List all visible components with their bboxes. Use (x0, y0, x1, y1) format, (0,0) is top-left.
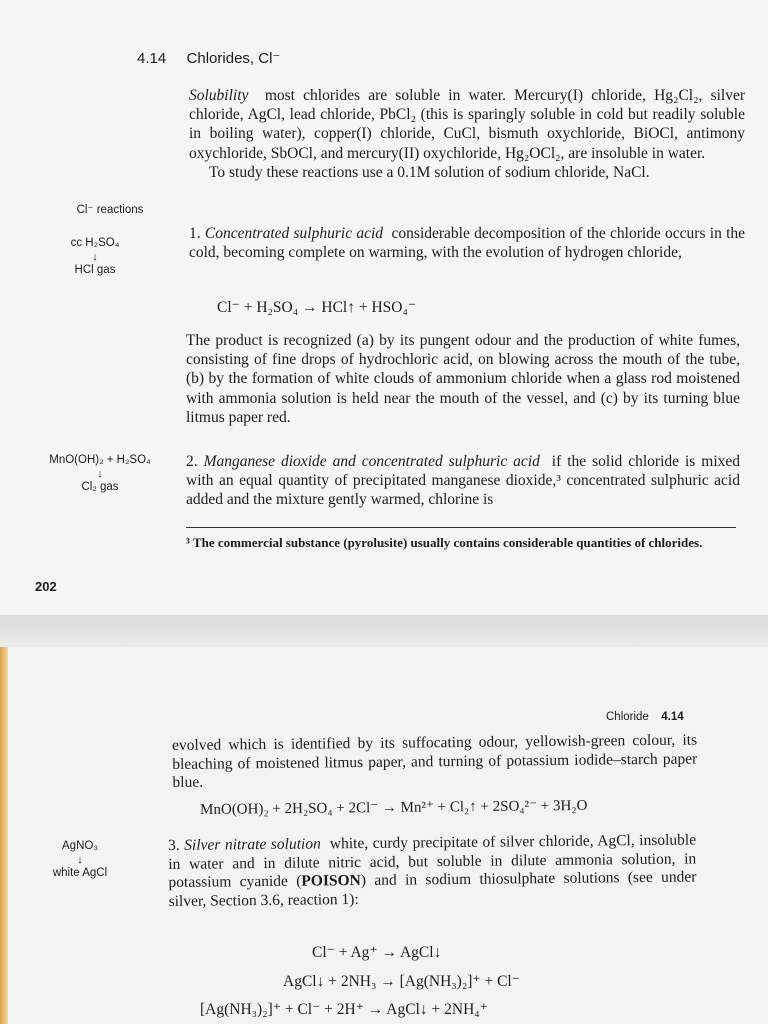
margin-note-reactions: Cl⁻ reactions (76, 204, 144, 216)
margin-h2so4-reagent: cc H₂SO₄ (70, 237, 120, 249)
margin-note-agno3 (25, 839, 135, 881)
reaction-1-paragraph (189, 224, 745, 262)
solubility-label: Solubility (189, 87, 249, 104)
equation-2: MnO(OH)₂ + 2H₂SO₄ + 2Cl⁻ → Mn²⁺ + Cl₂↑ + 2SO₄²⁻ + 3H₂O (200, 797, 588, 818)
reaction-1-text: considerable decomposition of the chloride occurs in the cold, becoming complete on warming, with the evolution of hydrogen chloride, (189, 225, 746, 262)
study-text: To study these reactions use a 0.1M solution of sodium chloride, NaCl. (209, 163, 650, 181)
margin-agno3-reagent: AgNO₃ (62, 840, 98, 852)
reaction-2-text: if the solid chloride is mixed with an equal quantity of precipitated manganese dioxide,³ concentrated sulphuric acid added and the mixture gently warmed, chlorine is (186, 453, 741, 509)
section-number: 4.14 (137, 50, 167, 67)
reaction-2-number: 2. (186, 453, 198, 470)
equation-3: Cl⁻ + Ag⁺ → AgCl↓ (312, 944, 442, 961)
down-arrow-icon: ↓ (77, 854, 83, 866)
running-number: 4.14 (661, 711, 684, 723)
footnote: ³ The commercial substance (pyrolusite) usually contains considerable quantities of chlorides. (186, 535, 703, 550)
margin-note-h2so4 (35, 236, 155, 278)
running-title: Chloride (606, 711, 649, 723)
reaction-3-label: Silver nitrate solution (184, 835, 321, 854)
margin-note-mno2 (40, 453, 160, 495)
equation-4: AgCl↓ + 2NH₃ → [Ag(NH₃)₂]⁺ + Cl⁻ (283, 973, 520, 990)
margin-mno2-product: Cl₂ gas (81, 481, 119, 493)
reaction-3-text-a: white, curdy precipitate of silver chloride, AgCl, insoluble in water and in dilute nitric acid, but soluble in dilute ammonia solution, in potassium cyanide ( (168, 831, 697, 891)
page-number: 202 (35, 579, 57, 594)
down-arrow-icon: ↓ (97, 468, 103, 480)
down-arrow-icon: ↓ (92, 251, 98, 263)
page-gap (0, 615, 768, 647)
running-head (606, 711, 684, 723)
right-page (0, 647, 768, 1024)
section-heading (137, 49, 280, 67)
equation-5: [Ag(NH₃)₂]⁺ + Cl⁻ + 2H⁺ → AgCl↓ + 2NH₄⁺ (200, 1001, 488, 1018)
product-paragraph: The product is recognized (a) by its pungent odour and the production of white fumes, consisting of fine drops of hydrochloric acid, on blowing across the mouth of the tube, (b) by the formation of white clouds of ammonium chloride when a glass rod moistened with ammonia solution is held near the mouth of the vessel, and (c) by its turning blue litmus paper red. (186, 332, 740, 426)
reaction-1-number: 1. (189, 225, 201, 242)
reaction-1-label: Concentrated sulphuric acid (204, 225, 384, 242)
margin-agno3-product: white AgCl (52, 867, 108, 879)
margin-mno2-reagent: MnO(OH)₂ + H₂SO₄ (49, 454, 151, 466)
book-spine-shadow (0, 647, 8, 1024)
solubility-paragraph (189, 86, 745, 182)
reaction-2-label: Manganese dioxide and concentrated sulphuric acid (203, 453, 540, 470)
poison-label: POISON (301, 871, 361, 890)
footnote-divider (186, 527, 736, 528)
section-title: Chlorides, Cl⁻ (186, 50, 281, 67)
margin-h2so4-product: HCl gas (74, 264, 116, 276)
reaction-2-paragraph (186, 452, 740, 510)
reaction-3-number: 3. (168, 836, 180, 854)
continued-paragraph: evolved which is identified by its suffocating odour, yellowish-green colour, its bleaching of moistened litmus paper, and turning of potassium iodide–starch paper blue. (172, 731, 698, 791)
equation-1: Cl⁻ + H₂SO₄ → HCl↑ + HSO₄⁻ (217, 299, 417, 316)
reaction-3-paragraph (168, 831, 697, 911)
solubility-text: most chlorides are soluble in water. Mercury(I) chloride, Hg₂Cl₂, silver chloride, AgCl, lead chloride, PbCl₂ (this is sparingly soluble in cold but readily soluble in boiling water), copper(I) chloride, CuCl, bismuth oxychloride, BiOCl, antimony oxychloride, SbOCl, and mercury(II) oxychloride, Hg₂OCl₂, are insoluble in water. (189, 87, 745, 162)
reaction-3-text-b: ) and in sodium thiosulphate solutions (see under silver, Section 3.6, reaction 1): (168, 868, 697, 910)
